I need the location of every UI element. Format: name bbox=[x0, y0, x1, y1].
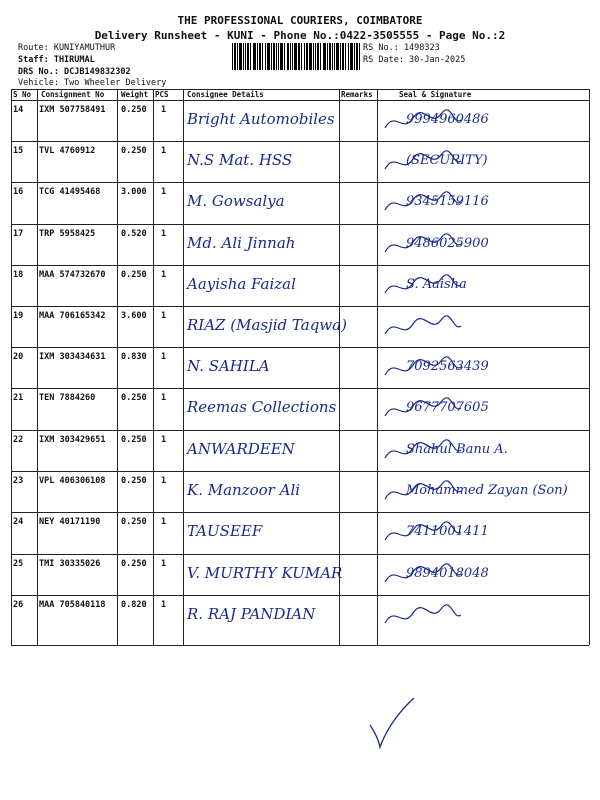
rs-date: RS Date: 30-Jan-2025 bbox=[363, 55, 466, 65]
signature-handwriting: 9345159116 bbox=[406, 194, 489, 209]
col-seal: Seal & Signature bbox=[399, 90, 472, 99]
cell-pcs: 1 bbox=[161, 105, 167, 115]
cell-pcs: 1 bbox=[161, 187, 167, 197]
signature-scribble bbox=[383, 560, 463, 590]
cell-sno: 23 bbox=[13, 476, 24, 486]
cell-sno: 24 bbox=[13, 517, 24, 527]
route-label: Route: KUNIYAMUTHUR bbox=[18, 43, 116, 53]
cell-weight: 0.820 bbox=[121, 600, 147, 610]
cell-sno: 25 bbox=[13, 559, 24, 569]
signature-handwriting: S. Aaisha bbox=[406, 277, 467, 292]
staff-label: Staff: THIRUMAL bbox=[18, 55, 95, 65]
cell-cons: MAA 574732670 bbox=[39, 270, 106, 280]
consignee-handwriting: Bright Automobiles bbox=[187, 110, 335, 128]
signature-handwriting: 7092563439 bbox=[406, 359, 489, 374]
signature-scribble bbox=[383, 353, 463, 383]
consignee-handwriting: Reemas Collections bbox=[187, 398, 337, 416]
signature-scribble bbox=[383, 230, 463, 260]
signature-handwriting: 9994960486 bbox=[406, 112, 489, 127]
consignee-handwriting: Aayisha Faizal bbox=[187, 275, 296, 293]
col-sno: S No bbox=[13, 90, 32, 99]
cell-cons: MAA 705840118 bbox=[39, 600, 106, 610]
grid-line bbox=[589, 89, 590, 645]
cell-weight: 0.250 bbox=[121, 517, 147, 527]
grid-line bbox=[117, 89, 118, 645]
table-row bbox=[11, 182, 589, 225]
drs-number: DRS No.: DCJB149832302 bbox=[18, 67, 131, 77]
signature-scribble bbox=[383, 106, 463, 136]
cell-pcs: 1 bbox=[161, 270, 167, 280]
vehicle-label: Vehicle: Two Wheeler Delivery bbox=[18, 78, 167, 88]
cell-pcs: 1 bbox=[161, 559, 167, 569]
cell-weight: 3.000 bbox=[121, 187, 147, 197]
consignee-handwriting: M. Gowsalya bbox=[187, 192, 285, 210]
cell-sno: 22 bbox=[13, 435, 24, 445]
signature-handwriting: 9894018048 bbox=[406, 566, 489, 581]
col-weight: Weight bbox=[121, 90, 149, 99]
consignee-handwriting: RIAZ (Masjid Taqwa) bbox=[187, 316, 347, 334]
cell-cons: TRP 5958425 bbox=[39, 229, 96, 239]
table-row bbox=[11, 265, 589, 307]
signature-scribble bbox=[383, 147, 463, 177]
cell-cons: TCG 41495468 bbox=[39, 187, 101, 197]
cell-cons: NEY 40171190 bbox=[39, 517, 101, 527]
cell-sno: 17 bbox=[13, 229, 24, 239]
cell-pcs: 1 bbox=[161, 146, 167, 156]
cell-weight: 0.250 bbox=[121, 559, 147, 569]
cell-cons: TVL 4760912 bbox=[39, 146, 96, 156]
cell-weight: 0.250 bbox=[121, 476, 147, 486]
cell-cons: MAA 706165342 bbox=[39, 311, 106, 321]
document-title: THE PROFESSIONAL COURIERS, COIMBATORE bbox=[177, 14, 423, 27]
signature-handwriting: 7411001411 bbox=[406, 524, 489, 539]
cell-cons: TMI 30335026 bbox=[39, 559, 101, 569]
cell-cons: IXM 303429651 bbox=[39, 435, 106, 445]
signature-handwriting: 9486025900 bbox=[406, 236, 489, 251]
rs-number: RS No.: 1498323 bbox=[363, 43, 440, 53]
col-consignment: Consignment No bbox=[41, 90, 105, 99]
signature-handwriting: Mohammed Zayan (Son) bbox=[406, 483, 568, 498]
grid-line bbox=[153, 89, 154, 645]
cell-sno: 20 bbox=[13, 352, 24, 362]
col-remarks: Remarks bbox=[341, 90, 373, 99]
consignee-handwriting: N.S Mat. HSS bbox=[187, 151, 293, 169]
signature-scribble bbox=[383, 477, 463, 507]
col-consignee: Consignee Details bbox=[187, 90, 264, 99]
cell-cons: IXM 507758491 bbox=[39, 105, 106, 115]
col-pcs: PCS bbox=[155, 90, 169, 99]
table-row bbox=[11, 100, 589, 142]
cell-sno: 19 bbox=[13, 311, 24, 321]
cell-pcs: 1 bbox=[161, 229, 167, 239]
signature-scribble bbox=[383, 271, 463, 301]
cell-weight: 0.250 bbox=[121, 270, 147, 280]
cell-pcs: 1 bbox=[161, 600, 167, 610]
document-subtitle: Delivery Runsheet - KUNI - Phone No.:0422-3505555 - Page No.:2 bbox=[94, 29, 506, 42]
cell-pcs: 1 bbox=[161, 435, 167, 445]
cell-sno: 21 bbox=[13, 393, 24, 403]
grid-line bbox=[11, 89, 12, 645]
consignee-handwriting: ANWARDEEN bbox=[187, 440, 295, 458]
signature-scribble bbox=[383, 188, 463, 218]
table-row bbox=[11, 512, 589, 555]
table-row bbox=[11, 141, 589, 183]
table-row bbox=[11, 347, 589, 389]
signature-handwriting: 9677707605 bbox=[406, 400, 489, 415]
table-row bbox=[11, 306, 589, 348]
table-row bbox=[11, 224, 589, 266]
consignee-handwriting: TAUSEEF bbox=[187, 522, 263, 540]
consignee-handwriting: R. RAJ PANDIAN bbox=[187, 605, 316, 623]
check-mark-icon bbox=[368, 695, 418, 750]
table-row bbox=[11, 554, 589, 596]
table-top-border bbox=[11, 89, 589, 90]
table-row bbox=[11, 388, 589, 431]
consignee-handwriting: N. SAHILA bbox=[187, 357, 270, 375]
signature-scribble bbox=[383, 312, 463, 342]
cell-pcs: 1 bbox=[161, 517, 167, 527]
signature-scribble bbox=[383, 518, 463, 548]
signature-scribble bbox=[383, 601, 463, 631]
cell-pcs: 1 bbox=[161, 476, 167, 486]
signature-handwriting: (SECURITY) bbox=[406, 153, 488, 168]
cell-pcs: 1 bbox=[161, 393, 167, 403]
signature-scribble bbox=[383, 394, 463, 424]
cell-cons: TEN 7884260 bbox=[39, 393, 96, 403]
consignee-handwriting: Md. Ali Jinnah bbox=[187, 234, 296, 252]
table-row bbox=[11, 595, 589, 646]
barcode-image bbox=[232, 43, 360, 70]
table-row bbox=[11, 430, 589, 472]
cell-weight: 0.250 bbox=[121, 435, 147, 445]
cell-sno: 18 bbox=[13, 270, 24, 280]
cell-sno: 16 bbox=[13, 187, 24, 197]
cell-weight: 0.250 bbox=[121, 146, 147, 156]
cell-pcs: 1 bbox=[161, 352, 167, 362]
table-row bbox=[11, 471, 589, 513]
cell-sno: 14 bbox=[13, 105, 24, 115]
cell-weight: 0.830 bbox=[121, 352, 147, 362]
grid-line bbox=[37, 89, 38, 645]
cell-sno: 15 bbox=[13, 146, 24, 156]
cell-sno: 26 bbox=[13, 600, 24, 610]
cell-weight: 0.250 bbox=[121, 105, 147, 115]
grid-line bbox=[339, 89, 340, 645]
cell-pcs: 1 bbox=[161, 311, 167, 321]
cell-weight: 0.250 bbox=[121, 393, 147, 403]
grid-line bbox=[377, 89, 378, 645]
cell-weight: 0.520 bbox=[121, 229, 147, 239]
consignee-handwriting: V. MURTHY KUMAR bbox=[187, 564, 343, 582]
consignee-handwriting: K. Manzoor Ali bbox=[187, 481, 301, 499]
grid-line bbox=[183, 89, 184, 645]
cell-cons: VPL 406306108 bbox=[39, 476, 106, 486]
cell-weight: 3.600 bbox=[121, 311, 147, 321]
signature-handwriting: Shahul Banu A. bbox=[406, 442, 508, 457]
cell-cons: IXM 303434631 bbox=[39, 352, 106, 362]
signature-scribble bbox=[383, 436, 463, 466]
